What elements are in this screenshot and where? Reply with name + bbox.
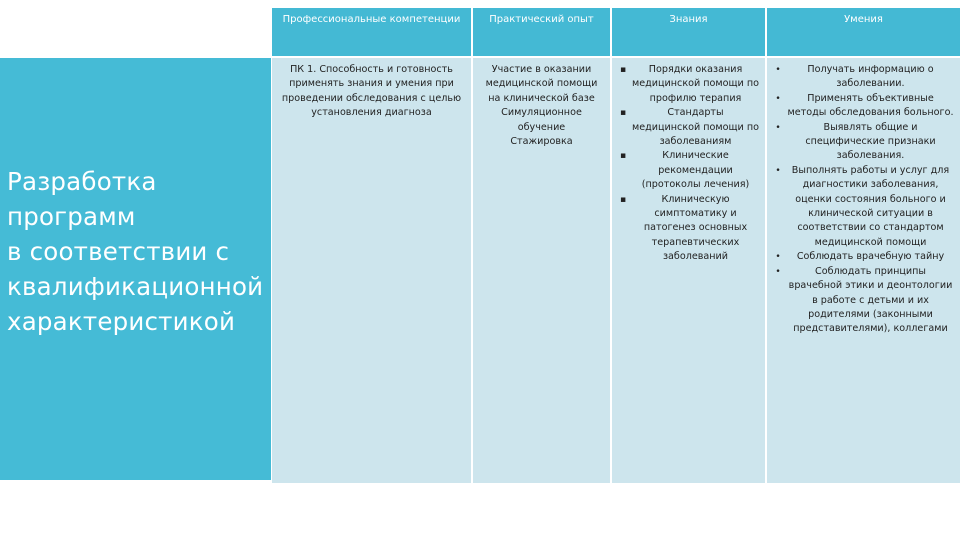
slide-title xyxy=(7,164,277,339)
skill-item xyxy=(767,250,954,264)
knowledge-list xyxy=(612,58,765,265)
experience-item: Участие в оказании медицинской помощи на клинической базе xyxy=(485,64,598,104)
dot-bullet-icon: • xyxy=(775,165,781,176)
slide-title-line: программ xyxy=(7,202,136,231)
slide-title-line: в соответствии с xyxy=(7,237,230,266)
knowledge-item xyxy=(612,63,759,106)
skill-item xyxy=(767,265,954,337)
knowledge-text: Стандарты медицинской помощи по заболеваниям xyxy=(632,107,759,148)
competence-text: ПК 1. Способность и готовность применять знания и умения при проведении обследования с целью установления диагноза xyxy=(281,64,462,119)
dot-bullet-icon: • xyxy=(775,266,781,277)
square-bullet-icon: ▪ xyxy=(619,108,627,119)
knowledge-item xyxy=(612,106,759,149)
cell-competence xyxy=(272,58,471,483)
skill-text: Соблюдать врачебную тайну xyxy=(796,251,945,263)
skill-text: Выполнять работы и услуг для диагностики заболевания, оценки состояния больного и клинической ситуации в соответствии со стандартом медицинской помощи xyxy=(791,164,950,248)
skill-item xyxy=(767,63,954,92)
dot-bullet-icon: • xyxy=(775,252,781,263)
header-knowledge: Знания xyxy=(612,8,765,56)
experience-item: Симуляционное обучение xyxy=(501,107,582,133)
competency-table xyxy=(272,8,960,483)
knowledge-item xyxy=(612,149,759,192)
skill-text: Соблюдать принципы врачебной этики и деонтологии в работе с детьми и их родителями (законными представителями), коллегами xyxy=(788,265,953,335)
header-skills: Умения xyxy=(767,8,960,56)
header-competencies: Профессиональные компетенции xyxy=(272,8,471,56)
skills-list xyxy=(767,58,960,337)
knowledge-text: Порядки оказания медицинской помощи по профилю терапия xyxy=(632,64,759,104)
square-bullet-icon: ▪ xyxy=(619,151,627,162)
square-bullet-icon: ▪ xyxy=(619,65,627,75)
skill-text: Применять объективные методы обследования больного. xyxy=(787,92,954,119)
header-experience: Практический опыт xyxy=(473,8,610,56)
skill-item xyxy=(767,121,954,164)
cell-experience xyxy=(473,58,610,483)
dot-bullet-icon: • xyxy=(775,93,781,104)
experience-item: Стажировка xyxy=(510,136,573,148)
skill-item xyxy=(767,92,954,121)
cell-knowledge xyxy=(612,58,765,483)
knowledge-item xyxy=(612,193,759,265)
slide-title-line: характеристикой xyxy=(7,307,236,336)
dot-bullet-icon: • xyxy=(775,65,781,75)
dot-bullet-icon: • xyxy=(775,122,781,133)
square-bullet-icon: ▪ xyxy=(619,194,627,205)
slide-title-line: Разработка xyxy=(7,167,157,196)
skill-text: Выявлять общие и специфические признаки заболевания. xyxy=(805,121,936,162)
skill-item xyxy=(767,164,954,250)
knowledge-text: Клиническую симптоматику и патогенез основных терапевтических заболеваний xyxy=(643,193,748,263)
slide-title-line: квалификационной xyxy=(7,272,264,301)
knowledge-text: Клинические рекомендации (протоколы лечения) xyxy=(641,150,750,191)
cell-skills xyxy=(767,58,960,483)
skill-text: Получать информацию о заболевании. xyxy=(807,64,934,90)
